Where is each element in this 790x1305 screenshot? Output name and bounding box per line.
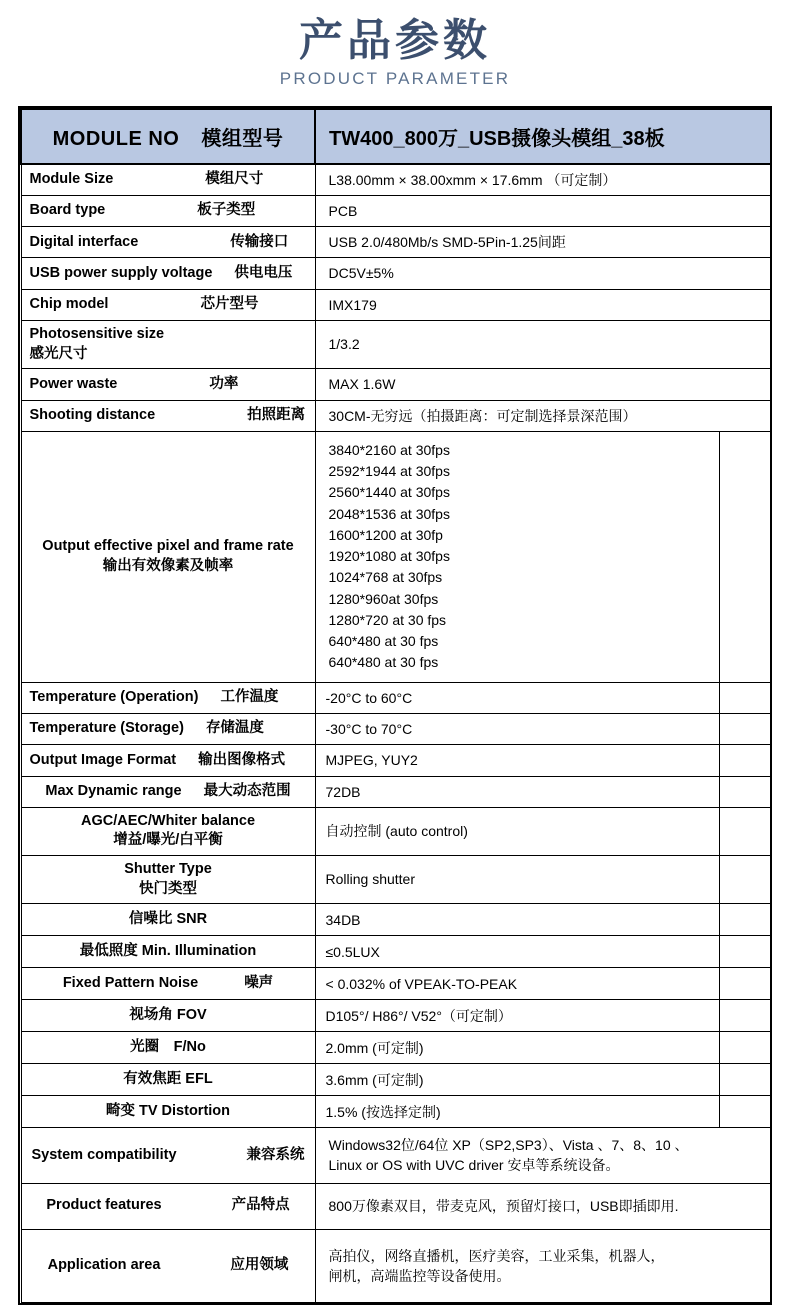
table-row (21, 227, 771, 258)
spec-table (20, 108, 772, 1304)
row-label: Digital interface 传输接口 (21, 227, 315, 258)
header-label-en: MODULE NO (52, 127, 180, 150)
row-label: Temperature (Operation) 工作温度 (21, 682, 315, 713)
resolution-item: 1600*1200 at 30fp (328, 526, 443, 543)
row-value-line: 闸机，高端监控等设备使用。 (328, 1268, 511, 1285)
row-value: 3.6mm (可定制) (315, 1064, 719, 1096)
row-value: PCB (315, 195, 771, 226)
row-value: 34DB (315, 904, 719, 936)
resolution-item: 2560*1440 at 30fps (328, 484, 450, 501)
row-label: Power waste 功率 (21, 369, 315, 400)
row-label: Max Dynamic range 最大动态范围 (21, 776, 315, 807)
row-label: Product features 产品特点 (21, 1183, 315, 1229)
header-label-cn: 模组型号 (201, 127, 284, 150)
row-label: 信噪比 SNR (21, 904, 315, 936)
row-value (315, 1229, 771, 1303)
resolution-item: 1280*960at 30fps (328, 590, 439, 607)
table-row (21, 1229, 771, 1303)
resolution-item: 2048*1536 at 30fps (328, 505, 450, 522)
row-label: Board type 板子类型 (21, 195, 315, 226)
spare-cell (719, 807, 771, 855)
table-row (21, 776, 771, 807)
table-row (21, 1183, 771, 1229)
spare-cell (719, 745, 771, 776)
row-value: 2.0mm (可定制) (315, 1032, 719, 1064)
resolution-item: 2592*1944 at 30fps (328, 463, 450, 480)
table-row (21, 321, 771, 369)
resolution-item: 1024*768 at 30fps (328, 569, 443, 586)
row-label: 畸变 TV Distortion (21, 1096, 315, 1128)
row-value: -20°C to 60°C (315, 682, 719, 713)
spare-cell (719, 1064, 771, 1096)
table-row-resolutions (21, 431, 771, 682)
spare-cell (719, 776, 771, 807)
row-label: Chip model 芯片型号 (21, 289, 315, 320)
table-row (21, 936, 771, 968)
table-row (21, 807, 771, 855)
row-value-line: Linux or OS with UVC driver 安卓等系统设备。 (328, 1157, 620, 1174)
row-value: L38.00mm × 38.00xmm × 17.6mm （可定制） (315, 164, 771, 196)
row-label: Shutter Type 快门类型 (21, 856, 315, 904)
row-value: -30°C to 70°C (315, 714, 719, 745)
table-row (21, 1128, 771, 1184)
spare-cell (719, 431, 771, 682)
table-row (21, 904, 771, 936)
spare-cell (719, 682, 771, 713)
table-row (21, 856, 771, 904)
table-row (21, 714, 771, 745)
table-row (21, 1064, 771, 1096)
row-label: Application area 应用领域 (21, 1229, 315, 1303)
row-label: Temperature (Storage) 存储温度 (21, 714, 315, 745)
row-label: AGC/AEC/Whiter balance 增益/曝光/白平衡 (21, 807, 315, 855)
table-row (21, 195, 771, 226)
row-value: 30CM-无穷远（拍摄距离：可定制选择景深范围） (315, 400, 771, 431)
row-label: 有效焦距 EFL (21, 1064, 315, 1096)
row-value: < 0.032% of VPEAK-TO-PEAK (315, 968, 719, 1000)
table-header-row (21, 109, 771, 164)
row-value-line: Windows32位/64位 XP（SP2,SP3）、Vista 、7、8、10 、 (328, 1137, 689, 1154)
row-label: 光圈 F/No (21, 1032, 315, 1064)
page-title-en: PRODUCT PARAMETER (279, 68, 511, 88)
table-row (21, 968, 771, 1000)
spare-cell (719, 904, 771, 936)
table-row (21, 289, 771, 320)
resolution-item: 1280*720 at 30 fps (328, 611, 447, 628)
row-label: Output effective pixel and frame rate 输出有效像素及帧率 (21, 431, 315, 682)
resolution-item: 1920*1080 at 30fps (328, 548, 450, 565)
row-value: ≤0.5LUX (315, 936, 719, 968)
row-label: Output Image Format 输出图像格式 (21, 745, 315, 776)
row-label: Module Size 模组尺寸 (21, 164, 315, 196)
table-row (21, 164, 771, 196)
resolution-item: 640*480 at 30 fps (328, 633, 439, 650)
row-value: 1.5% (按选择定制) (315, 1096, 719, 1128)
row-value: 1/3.2 (315, 321, 771, 369)
row-value: Rolling shutter (315, 856, 719, 904)
row-value: USB 2.0/480Mb/s SMD-5Pin-1.25间距 (315, 227, 771, 258)
row-value (315, 1183, 771, 1229)
row-label: Photosensitive size感光尺寸 (21, 321, 315, 369)
spare-cell (719, 1032, 771, 1064)
row-label: 视场角 FOV (21, 1000, 315, 1032)
table-row (21, 682, 771, 713)
spare-cell (719, 968, 771, 1000)
resolution-item: 640*480 at 30 fps (328, 654, 439, 671)
table-row (21, 369, 771, 400)
table-row (21, 258, 771, 289)
table-row (21, 1096, 771, 1128)
row-value: D105°/ H86°/ V52°（可定制） (315, 1000, 719, 1032)
row-label: Shooting distance 拍照距离 (21, 400, 315, 431)
row-value: MJPEG, YUY2 (315, 745, 719, 776)
row-value-resolution-list (315, 431, 719, 682)
page-title-cn: 产品参数 (299, 16, 491, 65)
spec-table-body (21, 109, 771, 1303)
table-row (21, 745, 771, 776)
row-value (315, 1128, 771, 1184)
table-row (21, 400, 771, 431)
row-value: IMX179 (315, 289, 771, 320)
row-label: USB power supply voltage 供电电压 (21, 258, 315, 289)
resolution-item: 3840*2160 at 30fps (328, 441, 450, 458)
row-label: Fixed Pattern Noise 噪声 (21, 968, 315, 1000)
header-label-cell (21, 109, 315, 164)
row-value-line: 800万像素双目，带麦克风，预留灯接口，USB即插即用. (328, 1198, 679, 1215)
row-value: 自动控制 (auto control) (315, 807, 719, 855)
row-value-line: 高拍仪，网络直播机，医疗美容，工业采集，机器人， (328, 1247, 665, 1264)
spare-cell (719, 714, 771, 745)
spare-cell (719, 1000, 771, 1032)
row-value: 72DB (315, 776, 719, 807)
row-value: DC5V±5% (315, 258, 771, 289)
row-value: MAX 1.6W (315, 369, 771, 400)
table-row (21, 1000, 771, 1032)
spare-cell (719, 856, 771, 904)
header-value-cell: TW400_800万_USB摄像头模组_38板 (315, 109, 771, 164)
spec-table-container (18, 106, 772, 1305)
spare-cell (719, 936, 771, 968)
table-row (21, 1032, 771, 1064)
spare-cell (719, 1096, 771, 1128)
row-label: System compatibility 兼容系统 (21, 1128, 315, 1184)
row-label: 最低照度 Min. Illumination (21, 936, 315, 968)
page-title-block (0, 0, 790, 89)
